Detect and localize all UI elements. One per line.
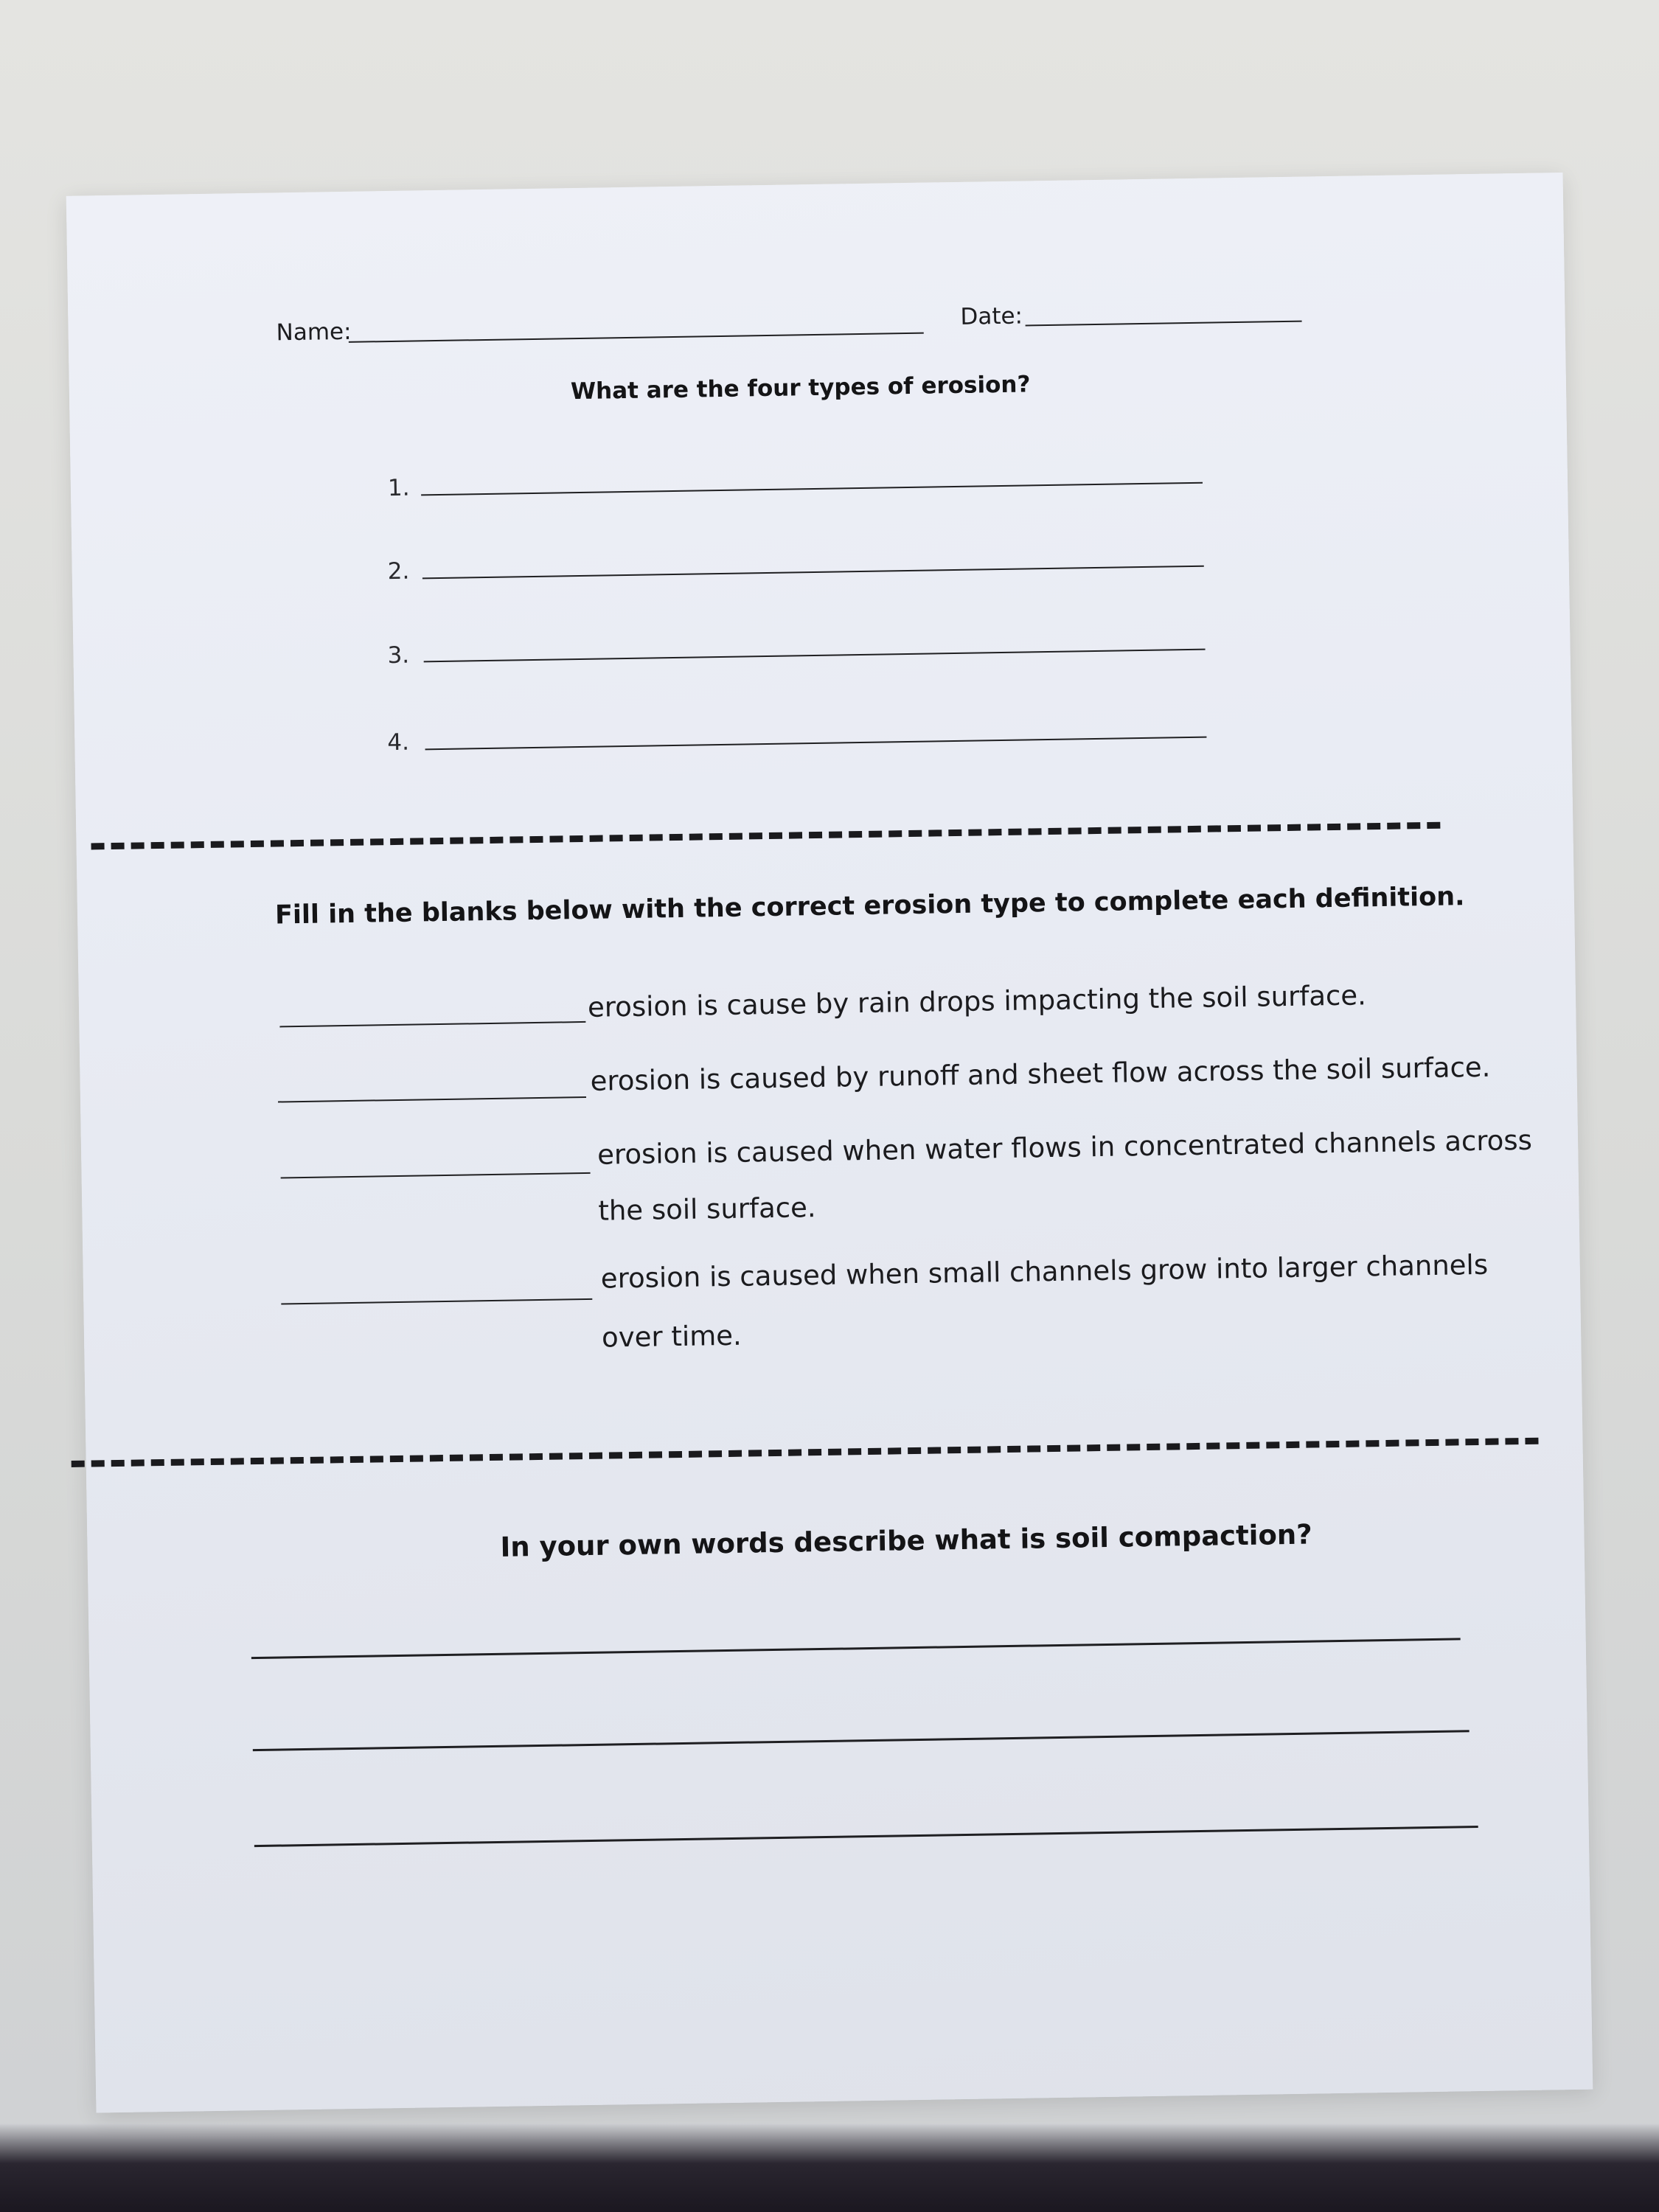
desk-background-edge [0, 2124, 1659, 2212]
date-label: Date: [960, 302, 1023, 330]
name-blank-line[interactable] [349, 333, 924, 343]
answer-line-2[interactable] [422, 566, 1204, 580]
definition-1-text: erosion is cause by rain drops impacting the soil surface. [587, 979, 1367, 1023]
definition-2-text: erosion is caused by runoff and sheet flow across the soil surface. [590, 1051, 1491, 1097]
answer-number-1: 1. [387, 474, 410, 502]
definition-4-text-line2: over time. [601, 1319, 742, 1354]
answer-line-3[interactable] [424, 649, 1206, 663]
section-divider-2 [72, 1438, 1539, 1467]
response-line-3[interactable] [254, 1826, 1478, 1847]
section-divider-1 [91, 822, 1440, 850]
answer-number-4: 4. [387, 728, 410, 757]
definition-blank-2[interactable] [278, 1096, 586, 1103]
soil-compaction-question: In your own words describe what is soil compaction? [500, 1518, 1312, 1563]
definition-3-text-line1: erosion is caused when water flows in concentrated channels across [597, 1124, 1533, 1171]
response-line-1[interactable] [251, 1638, 1461, 1659]
definition-3-text-line2: the soil surface. [598, 1192, 816, 1227]
definition-4-text-line1: erosion is caused when small channels grow into larger channels [600, 1248, 1489, 1295]
definition-blank-1[interactable] [279, 1021, 585, 1028]
definition-blank-3[interactable] [281, 1172, 591, 1179]
name-label: Name: [276, 318, 352, 347]
worksheet-paper [66, 173, 1593, 2113]
response-line-2[interactable] [253, 1730, 1470, 1751]
four-types-question: What are the four types of erosion? [570, 371, 1031, 406]
date-blank-line[interactable] [1026, 321, 1302, 327]
answer-number-2: 2. [387, 557, 410, 585]
answer-number-3: 3. [387, 641, 410, 669]
answer-line-4[interactable] [425, 737, 1207, 751]
answer-line-1[interactable] [421, 482, 1203, 496]
definition-blank-4[interactable] [281, 1298, 592, 1305]
fill-in-instruction: Fill in the blanks below with the correct erosion type to complete each definition. [274, 882, 1465, 931]
